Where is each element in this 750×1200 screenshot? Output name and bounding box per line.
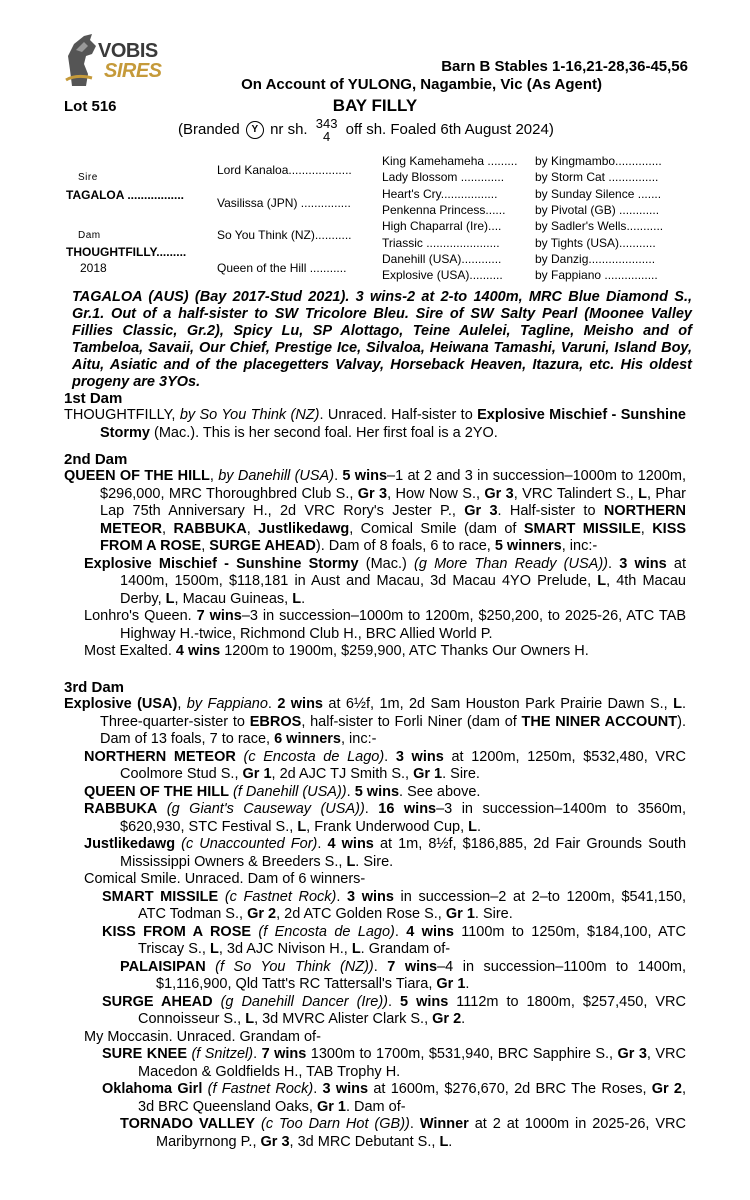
sire-label: Sire bbox=[78, 172, 98, 183]
brand-pre: (Branded bbox=[178, 120, 240, 138]
logo-text-sires: SIRES bbox=[104, 60, 162, 82]
brand-denominator: 4 bbox=[322, 129, 331, 144]
sire-summary: TAGALOA (AUS) (Bay 2017-Stud 2021). 3 wins-2 at 2-to 1400m, MRC Blue Diamond S., Gr.1. Out of a half-sister to SW Tricolore Bleu. Sire of SW Salty Pearl (Moonee Valley Fillies Classic, Gr.2), Spicy Lu, SP Alottago, Teine Aulelei, Tagline, Meisho and of Tambeloa, Savaii, Our Chief, Prestige Ice, Silvaloa, Heiwana Tamashi, Varuni, Island Boy, Aitu, Asiatic and of the placegetters Valvay, Horseback Heaven, Itazura, etc. His oldest progeny are 3YOs. bbox=[72, 289, 692, 390]
gen3-item: Heart's Cry................. bbox=[382, 187, 498, 201]
gen3-item: King Kamehameha ......... bbox=[382, 154, 518, 168]
brand-numerator: 343 bbox=[315, 116, 338, 131]
first-dam-text: THOUGHTFILLY, by So You Think (NZ). Unraced. Half-sister to Explosive Mischief - Sunshine Stormy (Mac.). This is her second foal. Her first foal is a 2YO. bbox=[64, 407, 686, 441]
first-dam-heading: 1st Dam bbox=[64, 390, 123, 407]
gen3-item: High Chaparral (Ire).... bbox=[382, 219, 502, 233]
brand-post: off sh. Foaled 6th August 2024) bbox=[345, 120, 554, 138]
brand-fraction bbox=[316, 117, 338, 143]
brand-mark-icon: Y bbox=[246, 121, 264, 139]
second-dam-heading: 2nd Dam bbox=[64, 451, 128, 468]
vendor-account: On Account of YULONG, Nagambie, Vic (As Agent) bbox=[241, 76, 602, 93]
horse-title: BAY FILLY bbox=[332, 96, 418, 115]
gen4-item: by Kingmambo.............. bbox=[535, 154, 662, 168]
second-dam-text: QUEEN OF THE HILL, by Danehill (USA). 5 wins–1 at 2 and 3 in succession–1000m to 1200m, $296,000, MRC Thoroughbred Club S., Gr 3, How Now S., Gr 3, VRC Talindert S., L, Phar Lap 75th Anniversary H., 2d VRC Rory's Jester P., Gr 3. Half-sister to NORTHERN METEOR, RABBUKA, Justlikedawg, Comical Smile (dam of SMART MISSILE, KISS FROM A ROSE, SURGE AHEAD). Dam of 8 foals, 6 to race, 5 winners, inc:- Explosive Mischief - Sunshine Stormy (Mac.) (g More Than Ready (USA)). 3 wins at 1400m, 1500m, $118,181 in Aust and Macau, 3d Macau 4YO Prelude, L, 4th Macau Derby, L, Macau Guineas, L. Lonhro's Queen. 7 wins–3 in succession–1000m to 1200m, $250,200, to 2025-26, ATC TAB Highway H.-twice, Richmond Club H., BRC Allied World P. Most Exalted. 4 wins 1200m to 1900m, $259,900, ATC Thanks Our Owners H. bbox=[64, 468, 687, 659]
gen4-item: by Danzig.................... bbox=[535, 252, 656, 266]
gen3-item: Explosive (USA).......... bbox=[382, 268, 503, 282]
gen3-item: Danehill (USA)............ bbox=[382, 252, 502, 266]
gen4-item: by Fappiano ................ bbox=[535, 268, 658, 282]
gen3-item: Penkenna Princess...... bbox=[382, 203, 506, 217]
gen4-item: by Tights (USA)........... bbox=[535, 236, 656, 250]
brand-mid: nr sh. bbox=[270, 120, 308, 138]
gen2-item: Vasilissa (JPN) ............... bbox=[217, 196, 351, 210]
gen4-item: by Sadler's Wells........... bbox=[535, 219, 664, 233]
dam-label: Dam bbox=[78, 230, 101, 241]
sire-name: TAGALOA ................. bbox=[66, 188, 185, 202]
third-dam-text: Explosive (USA), by Fappiano. 2 wins at 6½f, 1m, 2d Sam Houston Park Prairie Dawn S., L. Three-quarter-sister to EBROS, half-sister to Forli Niner (dam of THE NINER ACCOUNT). Dam of 13 foals, 7 to race, 6 winners, inc:- NORTHERN METEOR (c Encosta de Lago). 3 wins at 1200m, 1250m, $532,480, VRC Coolmore Stud S., Gr 1, 2d AJC TJ Smith S., Gr 1. Sire. QUEEN OF THE HILL (f Danehill (USA)). 5 wins. See above. RABBUKA (g Giant's Causeway (USA)). 16 wins–3 in succession–1400m to 3560m, $620,930, STC Festival S., L, Frank Underwood Cup, L. Justlikedawg (c Unaccounted For). 4 wins at 1m, 8½f, $186,885, 2d Fair Grounds South Mississippi Owners & Breeders S., L. Sire. Comical Smile. Unraced. Dam of 6 winners- SMART MISSILE (c Fastnet Rock). 3 wins in succession–2 at 2–to 1200m, $541,150, ATC Todman S., Gr 2, 2d ATC Golden Rose S., Gr 1. Sire. KISS FROM A ROSE (f Encosta de Lago). 4 wins 1100m to 1250m, $184,100, ATC Triscay S., L, 3d AJC Nivison H., L. Grandam of- PALAISIPAN (f So You Think (NZ)). 7 wins–4 in succession–1100m to 1400m, $1,116,900, Qld Tatt's RC Tattersall's Tiara, Gr 1. SURGE AHEAD (g Danehill Dancer (Ire)). 5 wins 1112m to 1800m, $257,450, VRC Connoisseur S., L, 3d MVRC Alister Clark S., Gr 2. My Moccasin. Unraced. Grandam of- SURE KNEE (f Snitzel). 7 wins 1300m to 1700m, $531,940, BRC Sapphire S., Gr 3, VRC Macedon & Goldfields H., TAB Trophy H. Oklahoma Girl (f Fastnet Rock). 3 wins at 1600m, $276,670, 2d BRC The Roses, Gr 2, 3d BRC Queensland Oaks, Gr 1. Dam of- TORNADO VALLEY (c Too Darn Hot (GB)). Winner at 2 at 1000m in 2025-26, VRC Maribyrnong P., Gr 3, 3d MRC Debutant S., L. bbox=[64, 696, 687, 1150]
gen4-item: by Sunday Silence ....... bbox=[535, 187, 662, 201]
gen4-item: by Storm Cat ............... bbox=[535, 170, 659, 184]
gen3-item: Triassic ...................... bbox=[382, 236, 500, 250]
gen2-item: Queen of the Hill ........... bbox=[217, 261, 347, 275]
stables-info: Barn B Stables 1-16,21-28,36-45,56 bbox=[441, 58, 688, 75]
gen2-item: Lord Kanaloa................... bbox=[217, 163, 352, 177]
dam-name: THOUGHTFILLY......... bbox=[66, 245, 187, 259]
gen2-item: So You Think (NZ)........... bbox=[217, 228, 352, 242]
gen4-item: by Pivotal (GB) ............ bbox=[535, 203, 660, 217]
logo-text-vobis: VOBIS bbox=[98, 40, 158, 62]
brand-line bbox=[178, 117, 554, 143]
gen3-item: Lady Blossom ............. bbox=[382, 170, 505, 184]
dam-year: 2018 bbox=[80, 261, 107, 275]
lot-number: Lot 516 bbox=[64, 98, 117, 115]
third-dam-heading: 3rd Dam bbox=[64, 679, 125, 696]
vobis-sires-logo bbox=[62, 30, 162, 92]
